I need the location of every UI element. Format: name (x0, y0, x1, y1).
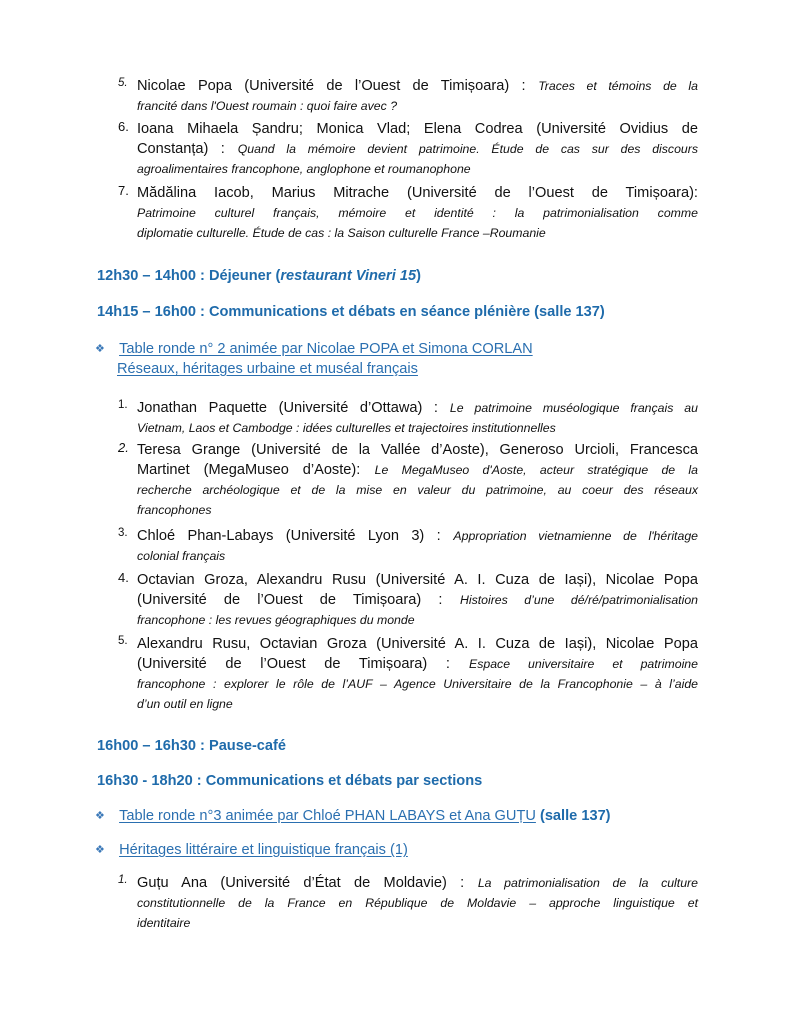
authors: Jonathan Paquette (Université d’Ottawa) : (137, 400, 438, 416)
round-table-3-room: (salle 137) (535, 808, 611, 824)
talk-title: Patrimoine culturel français, mémoire et identité : la patrimonialisation comme (137, 206, 698, 220)
authors-cont: Constanța) : (137, 141, 225, 157)
diamond-bullet-icon: ❖ (95, 810, 105, 822)
list-item (118, 440, 698, 520)
talk-title-cont: francité dans l'Ouest roumain : quoi faire avec ? (137, 99, 398, 113)
talk-title: Histoires d’une dé/ré/patrimonialisation (459, 593, 699, 607)
list-item (118, 119, 698, 179)
round-table-2-subtitle-link[interactable]: Réseaux, héritages urbaine et muséal français (117, 361, 418, 377)
talk-title-cont: francophone : explorer le rôle de l’AUF – Agence Universitaire de la Francophonie – à l’aide (137, 677, 698, 691)
list-number: 1. (118, 399, 128, 411)
talk-title: Traces et témoins de la (538, 79, 698, 93)
list-number: 6. (118, 119, 129, 134)
talk-title-cont: d’un outil en ligne (137, 697, 233, 711)
list-item (118, 526, 698, 566)
list-item (118, 873, 698, 933)
round-table-3-link[interactable]: Table ronde n°3 animée par Chloé PHAN LABAYS et Ana GUȚU (119, 808, 536, 824)
talk-title-cont: colonial français (137, 549, 226, 563)
round-table-3 (95, 808, 611, 824)
list-number: 2. (118, 440, 129, 455)
list-item (118, 570, 698, 630)
talk-title-cont: Vietnam, Laos et Cambodge : idées culturelles et trajectoires institutionnelles (137, 421, 556, 435)
talk-title-cont: francophones (137, 503, 212, 517)
diamond-bullet-icon: ❖ (95, 844, 105, 856)
round-table-2 (95, 341, 533, 377)
talk-title: La patrimonialisation de la culture (477, 876, 698, 890)
list-number: 4. (118, 570, 129, 585)
list-number: 3. (118, 527, 128, 539)
list-number: 5. (118, 635, 128, 647)
authors: Mădălina Iacob, Marius Mitrache (Université de l’Ouest de Timișoara): (137, 185, 698, 201)
list-item (118, 183, 698, 243)
heritage-section-link[interactable]: Héritages littéraire et linguistique français (1) (119, 842, 408, 858)
talk-title-cont: recherche archéologique et de la mise en valeur du patrimoine, au coeur des réseaux (137, 483, 698, 497)
authors: Ioana Mihaela Șandru; Monica Vlad; Elena Codrea (Université Ovidius de (137, 121, 698, 137)
schedule-heading-coffee: 16h00 – 16h30 : Pause-café (97, 738, 287, 754)
list-number: 1. (118, 874, 128, 886)
list-item (118, 634, 698, 714)
authors: Chloé Phan-Labays (Université Lyon 3) : (137, 528, 441, 544)
talk-title-cont: francophone : les revues géographiques du monde (137, 613, 415, 627)
schedule-heading-lunch: 12h30 – 14h00 : Déjeuner (restaurant Vineri 15) (97, 268, 421, 284)
talk-title-cont: constitutionnelle de la France en République de Moldavie – approche linguistique et (137, 896, 698, 910)
talk-title: Le MegaMuseo d'Aoste, acteur stratégique de la (374, 463, 698, 477)
talk-title: Quand la mémoire devient patrimoine. Étude de cas sur des discours (237, 142, 699, 156)
diamond-bullet-icon: ❖ (95, 343, 105, 355)
authors: Nicolae Popa (Université de l’Ouest de Timișoara) : (137, 78, 526, 94)
authors: Teresa Grange (Université de la Vallée d’Aoste), Generoso Urcioli, Francesca (137, 442, 698, 458)
talk-title-cont: diplomatie culturelle. Étude de cas : la Saison culturelle France –Roumanie (137, 226, 546, 240)
talk-title-cont: identitaire (137, 916, 191, 930)
talk-title: Espace universitaire et patrimoine (469, 657, 698, 671)
list-number: 7. (118, 183, 129, 198)
list-number: 5. (118, 77, 128, 89)
authors-cont: (Université de l’Ouest de Timișoara) : (137, 592, 443, 608)
talk-title: Le patrimoine muséologique français au (449, 401, 698, 415)
list-item (118, 76, 698, 116)
authors: Alexandru Rusu, Octavian Groza (Université A. I. Cuza de Iași), Nicolae Popa (137, 636, 698, 652)
authors-cont: (Université de l’Ouest de Timișoara) : (137, 656, 450, 672)
authors-cont: Martinet (MegaMuseo d’Aoste): (137, 462, 361, 478)
round-table-2-link[interactable]: Table ronde n° 2 animée par Nicolae POPA et Simona CORLAN (119, 341, 533, 357)
heritage-section (95, 842, 408, 858)
schedule-heading-sections: 16h30 - 18h20 : Communications et débats par sections (97, 773, 483, 789)
talk-title-cont: agroalimentaires francophone, anglophone et roumanophone (137, 162, 471, 176)
authors: Guțu Ana (Université d’État de Moldavie) : (137, 875, 465, 891)
authors: Octavian Groza, Alexandru Rusu (Université A. I. Cuza de Iași), Nicolae Popa (137, 572, 698, 588)
talk-title: Appropriation vietnamienne de l'héritage (453, 529, 698, 543)
list-item (118, 398, 698, 438)
lunch-venue: restaurant Vineri 15 (280, 268, 417, 284)
schedule-heading-plenary: 14h15 – 16h00 : Communications et débats en séance plénière (salle 137) (97, 304, 605, 320)
